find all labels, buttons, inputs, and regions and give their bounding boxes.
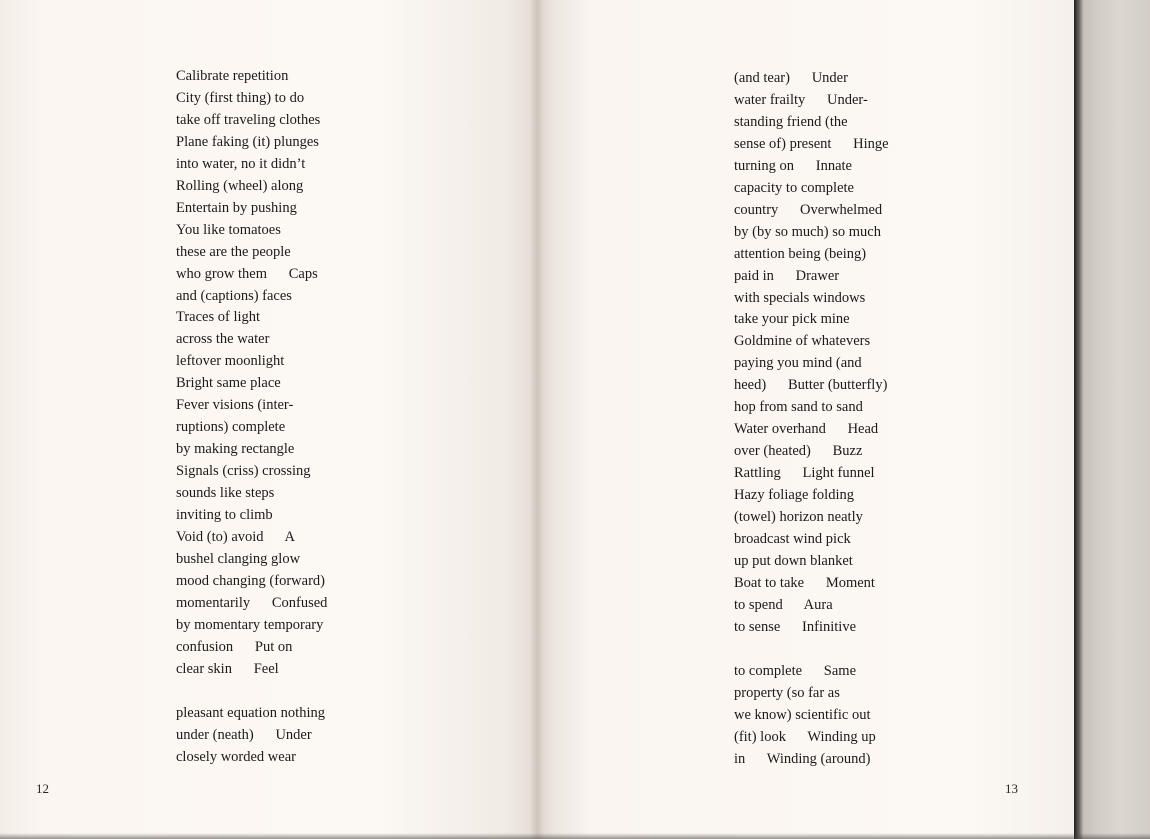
poem-line: and (captions) faces — [176, 287, 292, 304]
poem-line: Goldmine of whatevers — [734, 333, 871, 350]
poem-line: into water, no it didn’t — [176, 155, 306, 172]
poem-line: sounds like steps — [176, 485, 275, 502]
poem-line: with specials windows — [734, 289, 866, 306]
poem-line: bushel clanging glow — [176, 550, 301, 567]
poem-line: take your pick mine — [734, 311, 850, 328]
poem-line: water frailty Under- — [734, 91, 868, 108]
poem-line: hop from sand to sand — [734, 399, 863, 416]
poem-line: sense of) present Hinge — [734, 135, 889, 152]
page-number-right: 13 — [1005, 781, 1018, 796]
poem-line: turning on Innate — [734, 157, 852, 174]
poem-line: by momentary temporary — [176, 616, 324, 633]
poem-line: inviting to climb — [176, 507, 273, 524]
poem-line: Calibrate repetition — [176, 68, 289, 84]
poem-line: Boat to take Moment — [734, 574, 875, 591]
poem-line: Fever visions (inter- — [176, 397, 294, 414]
poem-line: Signals (criss) crossing — [176, 463, 311, 480]
poem-line: to spend Aura — [734, 596, 833, 613]
poem-line: to sense Infinitive — [734, 618, 857, 635]
poem-line: in Winding (around) — [734, 750, 871, 767]
bottom-edge-shadow — [0, 833, 1150, 839]
poem-line: broadcast wind pick — [734, 531, 851, 548]
poem-line: You like tomatoes — [176, 221, 281, 238]
poem-line: these are the people — [176, 243, 291, 260]
right-poem-text — [734, 68, 889, 770]
poem-line: Water overhand Head — [734, 421, 879, 438]
poem-line: to complete Same — [734, 662, 857, 679]
poem-line: under (neath) Under — [176, 726, 312, 743]
poem-line: up put down blanket — [734, 552, 853, 569]
poem-line: clear skin Feel — [176, 660, 279, 677]
poem-line: Hazy foliage folding — [734, 487, 854, 504]
poem-line: by making rectangle — [176, 441, 295, 458]
book-gutter — [530, 0, 544, 839]
poem-line: Bright same place — [176, 375, 281, 392]
poem-line: (and tear) Under — [734, 70, 848, 86]
poem-line: by (by so much) so much — [734, 223, 881, 240]
poem-line: Traces of light — [176, 309, 261, 326]
poem-line: paying you mind (and — [734, 355, 862, 372]
poem-line: across the water — [176, 331, 270, 348]
left-poem-text — [176, 66, 327, 768]
poem-line: City (first thing) to do — [176, 89, 305, 106]
poem-line: Rattling Light funnel — [734, 465, 875, 482]
poem-line: over (heated) Buzz — [734, 443, 863, 460]
poem-line: property (so far as — [734, 684, 840, 701]
poem-line: ruptions) complete — [176, 419, 286, 436]
poem-line: country Overwhelmed — [734, 201, 883, 218]
poem-line: Entertain by pushing — [176, 199, 297, 216]
poem-line: heed) Butter (butterfly) — [734, 377, 888, 394]
poem-line: (fit) look Winding up — [734, 728, 876, 745]
poem-line: Plane faking (it) plunges — [176, 133, 319, 150]
poem-line: Void (to) avoid A — [176, 529, 295, 546]
poem-line: confusion Put on — [176, 638, 293, 655]
poem-line: Rolling (wheel) along — [176, 177, 304, 194]
poem-line: we know) scientific out — [734, 706, 871, 723]
page-number-left: 12 — [36, 781, 49, 796]
poem-line: take off traveling clothes — [176, 111, 321, 128]
poem-line: standing friend (the — [734, 113, 848, 130]
poem-line — [176, 681, 327, 703]
poem-line: leftover moonlight — [176, 353, 285, 370]
poem-line: momentarily Confused — [176, 594, 328, 611]
poem-line: paid in Drawer — [734, 267, 840, 284]
poem-line — [734, 639, 889, 661]
poem-line: who grow them Caps — [176, 265, 318, 282]
poem-line: (towel) horizon neatly — [734, 509, 863, 526]
poem-line: capacity to complete — [734, 179, 854, 196]
poem-line: attention being (being) — [734, 245, 867, 262]
poem-line: closely worded wear — [176, 748, 296, 765]
poem-line: pleasant equation nothing — [176, 704, 325, 721]
book-edge-shadow — [1074, 0, 1083, 839]
book-edge — [1074, 0, 1150, 839]
poem-line: mood changing (forward) — [176, 572, 325, 589]
